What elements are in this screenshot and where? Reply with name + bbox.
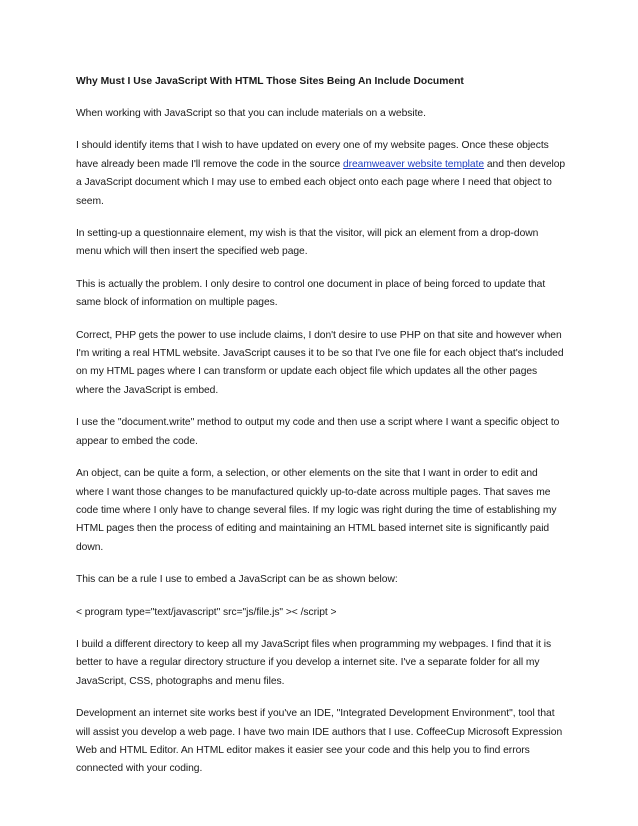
document-title: Why Must I Use JavaScript With HTML Those Sites Being An Include Document	[76, 76, 464, 87]
paragraph-2-text-after: and then develop a JavaScript document which I may use to embed each object onto each page where I need that object to seem.	[76, 158, 566, 207]
paragraph-7: An object, can be quite a form, a selection, or other elements on the site that I want in order to edit and where I want those changes to be manufactured quickly up-to-date across multiple pages. That saves me code time where I only have to change several files. If my logic was right during the time of establishing my HTML pages then the process of editing and maintaining an HTML based internet site is significantly paid down.	[76, 468, 557, 553]
document-page	[76, 73, 566, 793]
code-snippet-line: < program type="text/javascript" src="js/file.js" >< /script >	[76, 606, 337, 618]
paragraph-3: In setting-up a questionnaire element, my wish is that the visitor, will pick an element from a drop-down menu which will then insert the specified web page.	[76, 228, 539, 258]
paragraph-6: I use the "document.write" method to output my code and then use a script where I want a specific object to appear to embed the code.	[76, 417, 560, 447]
paragraph-10: I build a different directory to keep all my JavaScript files when programming my webpages. I find that it is better to have a regular directory structure if you develop a internet site. I've a separate folder for all my JavaScript, CSS, photographs and menu files.	[76, 638, 552, 687]
paragraph-5: Correct, PHP gets the power to use include claims, I don't desire to use PHP on that site and however when I'm writing a real HTML website. JavaScript causes it to be so that I've one file for each object that's included on my HTML pages where I can transform or update each object file which updates all the other pages where the JavaScript is embed.	[76, 329, 564, 396]
paragraph-2-text-before: I should identify items that I wish to have updated on every one of my website pages. Once these objects have already been made I'll remove the code in the source	[76, 140, 549, 170]
paragraph-11: Development an internet site works best if you've an IDE, "Integrated Development Environment", tool that will assist you develop a web page. I have two main IDE authors that I use. CoffeeCup Microsoft Expression Web and HTML Editor. An HTML editor makes it easier see your code and this help you to find errors connected with your coding.	[76, 708, 563, 775]
dreamweaver-template-link[interactable]: dreamweaver website template	[342, 158, 485, 170]
paragraph-4: This is actually the problem. I only desire to control one document in place of being forced to update that same block of information on multiple pages.	[76, 278, 546, 309]
paragraph-1: When working with JavaScript so that you can include materials on a website.	[76, 108, 426, 119]
paragraph-2	[76, 137, 566, 211]
paragraph-8: This can be a rule I use to embed a JavaScript can be as shown below:	[76, 574, 398, 586]
